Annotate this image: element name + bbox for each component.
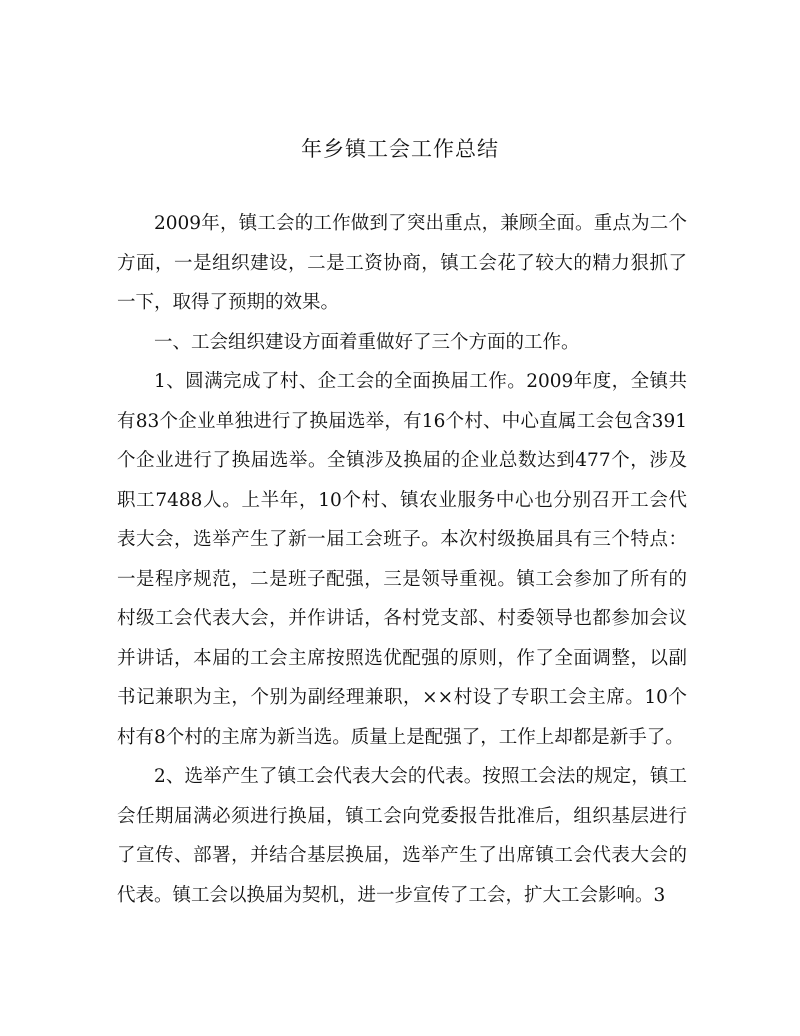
paragraph-intro: 2009年，镇工会的工作做到了突出重点，兼顾全面。重点为二个方面，一是组织建设，二是工资协商，镇工会花了较大的精力狠抓了一下，取得了预期的效果。	[117, 213, 687, 313]
document-body	[117, 204, 687, 915]
paragraph-section-heading: 一、工会组织建设方面着重做好了三个方面的工作。	[154, 331, 580, 353]
paragraph-item-1: 1、圆满完成了村、企工会的全面换届工作。2009年度，全镇共有83个企业单独进行了换届选举，有16个村、中心直属工会包含391个企业进行了换届选举。全镇涉及换届的企业总数达到477个，涉及职工7488人。上半年，10个村、镇农业服务中心也分别召开工会代表大会，选举产生了新一届工会班子。本次村级换届具有三个特点：一是程序规范，二是班子配强，三是领导重视。镇工会参加了所有的村级工会代表大会，并作讲话，各村党支部、村委领导也都参加会议并讲话，本届的工会主席按照选优配强的原则，作了全面调整，以副书记兼职为主，个别为副经理兼职，××村设了专职工会主席。10个村有8个村的主席为新当选。质量上是配强了，工作上却都是新手了。	[117, 371, 687, 748]
paragraph-item-2: 2、选举产生了镇工会代表大会的代表。按照工会法的规定，镇工会任期届满必须进行换届，镇工会向党委报告批准后，组织基层进行了宣传、部署，并结合基层换届，选举产生了出席镇工会代表大会的代表。镇工会以换届为契机，进一步宣传了工会，扩大工会影响。3	[117, 766, 687, 906]
document-title: 年乡镇工会工作总结	[301, 137, 499, 161]
